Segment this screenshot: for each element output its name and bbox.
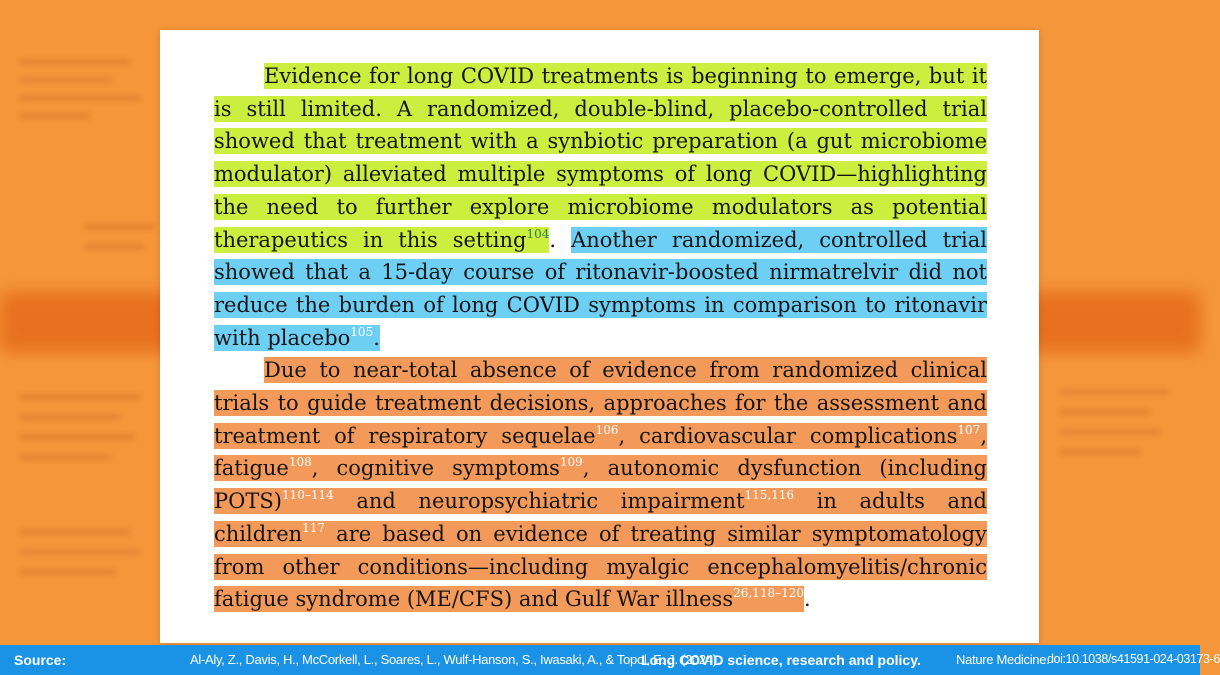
highlight-blue: Another randomized, controlled trial showed that a 15-day course of ritonavir-boosted nirmatrelvir did not reduce the burden of long COVID symptoms in comparison to ritonavir with placebo$^{105}$. — [214, 227, 987, 350]
blurred-text-line — [20, 96, 140, 100]
citation-ref: 104 — [526, 226, 550, 241]
blurred-text-line — [1060, 450, 1140, 454]
citation-ref: 108 — [288, 455, 312, 470]
text-segment: in adults and children — [214, 489, 987, 546]
source-title: Long COVID science, research and policy. — [641, 652, 921, 668]
blurred-text-line — [20, 570, 115, 574]
text-segment: Due to near-total absence of evidence from randomized clinical trials to guide treatment decisions, approaches for the assessment and treatment of respiratory sequelae — [214, 358, 987, 448]
paragraph-1: Evidence for long COVID treatments is beginning to emerge, but it is still limited. A randomized, double-blind, placebo-controlled trial showed that treatment with a synbiotic preparation (a gut microbiome modulator) alleviated multiple symptoms of long COVID—highlighting the need to further explore microbiome modulators as potential therapeutics in this setting$^{104}$. Another randomized, controlled trial showed that a 15-day course of ritonavir-boosted nirmatrelvir did not reduce the burden of long COVID symptoms in comparison to ritonavir with placebo$^{105}$. — [214, 64, 987, 350]
blue-text: Another randomized, controlled trial showed that a 15-day course of ritonavir-boosted nirmatrelvir did not reduce the burden of long COVID symptoms in comparison to ritonavir with placebo — [214, 227, 987, 350]
highlight-orange — [214, 357, 987, 612]
citation-ref: 110–114 — [281, 488, 334, 503]
blurred-text-line — [20, 435, 135, 439]
blurred-text-line — [20, 530, 130, 534]
blurred-text-line — [85, 225, 155, 229]
text-segment: and neuropsychiatric impairment — [333, 489, 745, 514]
citation-ref: 106 — [595, 422, 619, 437]
source-footer — [0, 645, 1220, 675]
text-segment: , cardiovascular complications — [618, 423, 958, 448]
blurred-text-line — [20, 415, 120, 419]
source-journal: Nature Medicine. — [956, 652, 1050, 667]
citation-ref: 26,118–120 — [733, 586, 804, 601]
blurred-text-line — [1060, 430, 1160, 434]
source-authors: Al-Aly, Z., Davis, H., McCorkell, L., Soares, L., Wulf-Hanson, S., Iwasaki, A., & Topol, E. J. (2024). — [190, 652, 721, 667]
citation-ref: 115,116 — [744, 488, 795, 503]
highlight-green — [214, 63, 987, 253]
citation-ref: 107 — [957, 422, 981, 437]
citation-ref: 117 — [302, 520, 326, 535]
text-segment: , fatigue — [214, 423, 987, 481]
source-label: Source: — [14, 652, 67, 668]
citation-ref: 109 — [559, 455, 583, 470]
text-segment: are based on evidence of treating similar symptomatology from other conditions—including myalgic encephalomyelitis/chronic fatigue syndrome (ME/CFS) and Gulf War illness — [214, 521, 987, 612]
blurred-text-line — [20, 550, 140, 554]
citation-ref: 105 — [350, 324, 374, 339]
blurred-text-line — [20, 455, 110, 459]
blurred-text-line — [20, 60, 130, 64]
green-text: Evidence for long COVID treatments is beginning to emerge, but it is still limited. A randomized, double-blind, placebo-controlled trial showed that treatment with a synbiotic preparation (a gut microbiome modulator) alleviated multiple symptoms of long COVID—highlighting the need to further explore microbiome modulators as potential therapeutics in this setting — [214, 64, 987, 252]
source-doi: doi:10.1038/s41591-024-03173-6 — [1047, 652, 1220, 666]
document-page — [160, 30, 1039, 643]
blurred-text-line — [20, 395, 140, 399]
blurred-text-line — [1060, 390, 1170, 394]
blurred-text-line — [85, 245, 145, 249]
paragraph-2: Due to near-total absence of evidence from randomized clinical trials to guide treatment decisions, approaches for the assessment and treatment of respiratory sequelae$^{106}$, cardiovascular complications$^{107}$, fatigue$^{108}$, cognitive symptoms$^{109}$, autonomic dysfunction (including POTS)$^{110-114}$ and neuropsychiatric impairment$^{115,116}$ in adults and children$^{117}$ are based on evidence of treating similar symptomatology from other conditions—including myalgic encephalomyelitis/chronic fatigue syndrome (ME/CFS) and Gulf War illness$^{26,118-120}$. — [214, 358, 987, 612]
blurred-text-line — [1060, 410, 1150, 414]
document-text — [214, 60, 987, 616]
text-segment: , cognitive symptoms — [311, 456, 560, 481]
blurred-text-line — [20, 78, 110, 82]
blurred-text-line — [20, 114, 90, 118]
text-segment: , autonomic dysfunction (including POTS) — [214, 456, 987, 514]
